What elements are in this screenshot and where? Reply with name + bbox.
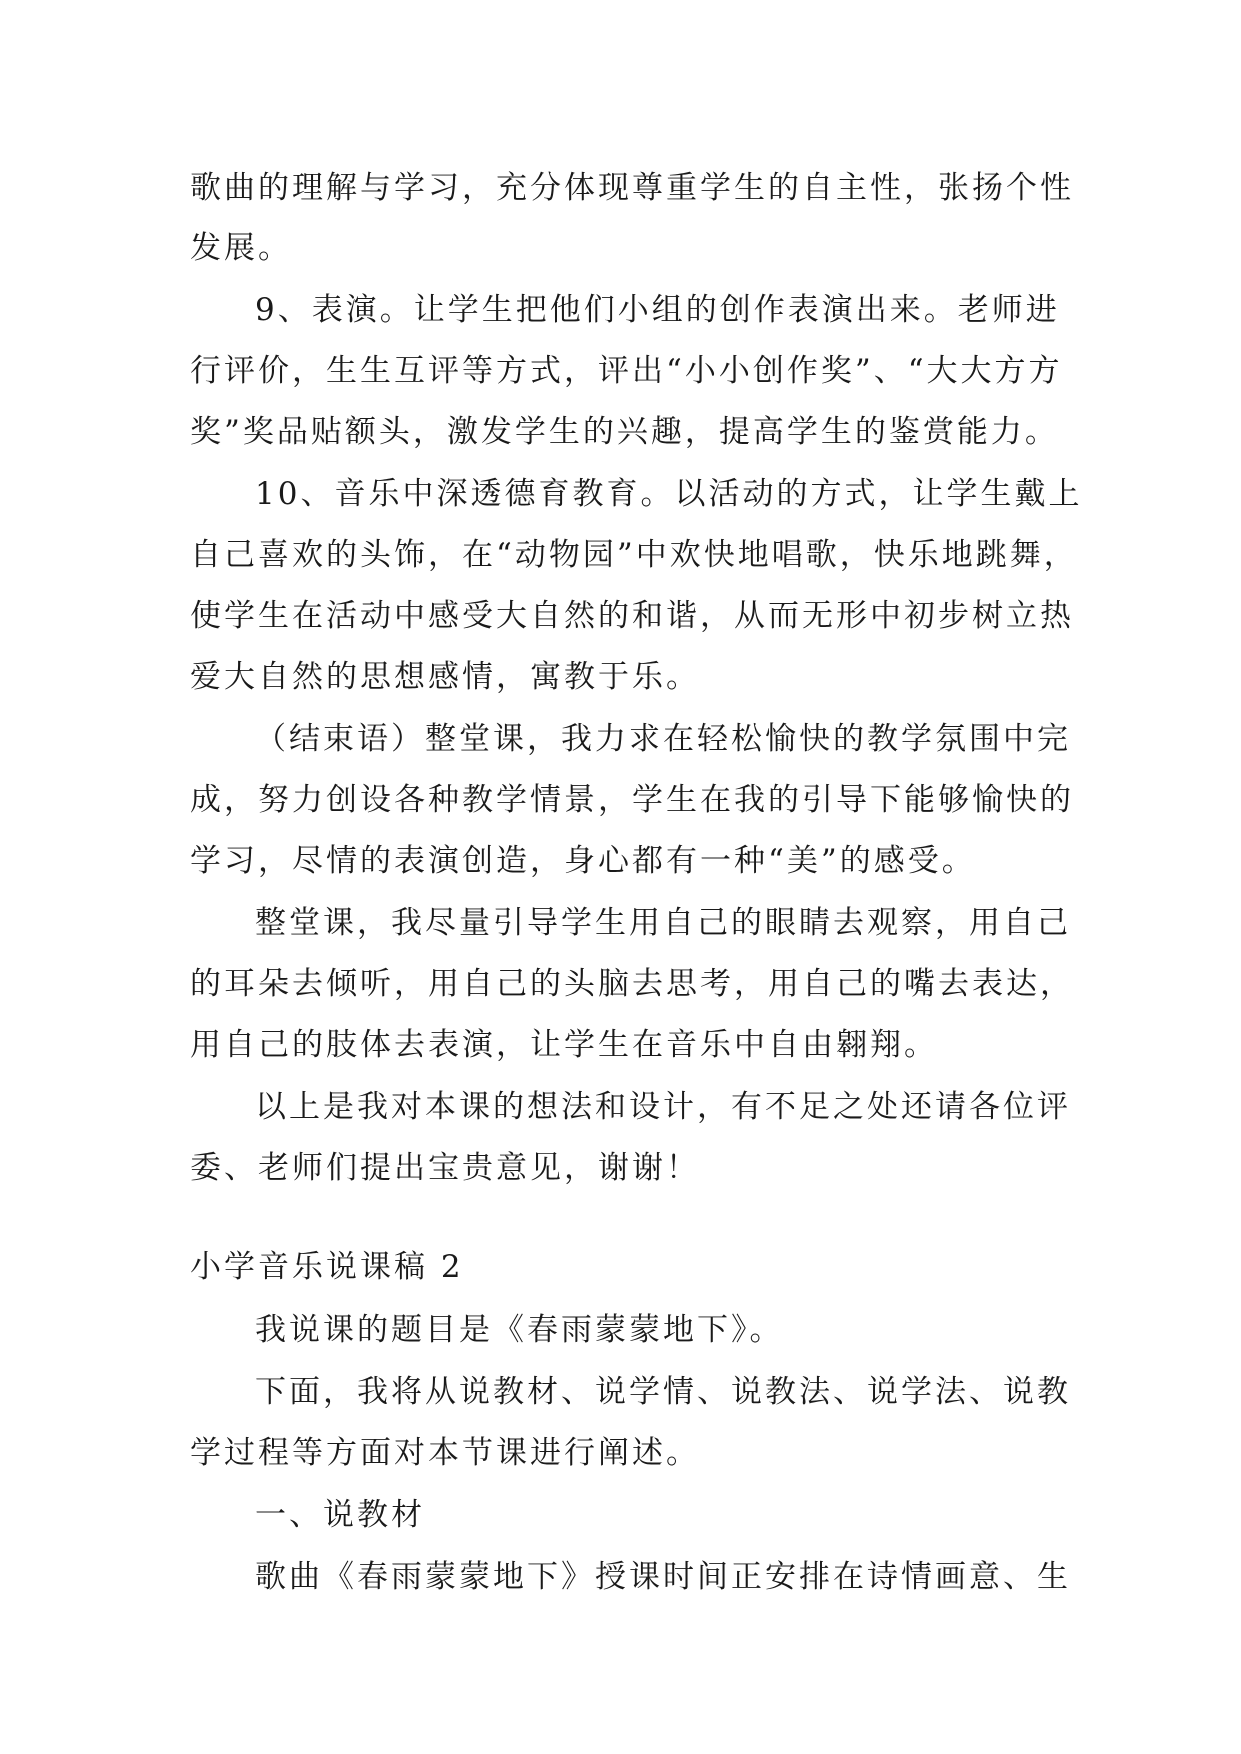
paragraph-line: 整堂课，我尽量引导学生用自己的眼睛去观察，用自己 xyxy=(255,905,1071,941)
paragraph-line: 用自己的肢体去表演，让学生在音乐中自由翱翔。 xyxy=(190,1027,938,1063)
section-title: 小学音乐说课稿 2 xyxy=(190,1249,464,1285)
paragraph-line: 10、音乐中深透德育教育。以活动的方式，让学生戴上 xyxy=(255,476,1083,512)
paragraph-line: 使学生在活动中感受大自然的和谐，从而无形中初步树立热 xyxy=(190,598,1074,634)
paragraph-line: 爱大自然的思想感情，寓教于乐。 xyxy=(190,659,700,695)
paragraph-line: 以上是我对本课的想法和设计，有不足之处还请各位评 xyxy=(255,1089,1071,1125)
paragraph-line: 发展。 xyxy=(190,230,292,266)
paragraph-line: 自己喜欢的头饰，在“动物园”中欢快地唱歌，快乐地跳舞， xyxy=(190,537,1078,573)
subheading: 一、说教材 xyxy=(255,1497,425,1533)
paragraph-line: 行评价，生生互评等方式，评出“小小创作奖”、“大大方方 xyxy=(190,353,1063,389)
paragraph-line: 下面，我将从说教材、说学情、说教法、说学法、说教 xyxy=(255,1374,1071,1410)
paragraph-line: 奖”奖品贴额头，激发学生的兴趣，提高学生的鉴赏能力。 xyxy=(190,414,1059,450)
paragraph-line: 的耳朵去倾听，用自己的头脑去思考，用自己的嘴去表达， xyxy=(190,966,1074,1002)
paragraph-line: 成，努力创设各种教学情景，学生在我的引导下能够愉快的 xyxy=(190,782,1074,818)
paragraph-line: 学过程等方面对本节课进行阐述。 xyxy=(190,1435,700,1471)
paragraph-line: （结束语）整堂课，我力求在轻松愉快的教学氛围中完 xyxy=(255,721,1071,757)
paragraph-line: 9、表演。让学生把他们小组的创作表演出来。老师进 xyxy=(255,292,1060,328)
paragraph-line: 歌曲的理解与学习，充分体现尊重学生的自主性，张扬个性 xyxy=(190,170,1074,206)
paragraph-line: 我说课的题目是《春雨蒙蒙地下》。 xyxy=(255,1312,784,1348)
paragraph-line: 学习，尽情的表演创造，身心都有一种“美”的感受。 xyxy=(190,843,976,879)
paragraph-line: 委、老师们提出宝贵意见，谢谢！ xyxy=(190,1150,700,1186)
paragraph-line: 歌曲《春雨蒙蒙地下》授课时间正安排在诗情画意、生 xyxy=(255,1559,1071,1595)
